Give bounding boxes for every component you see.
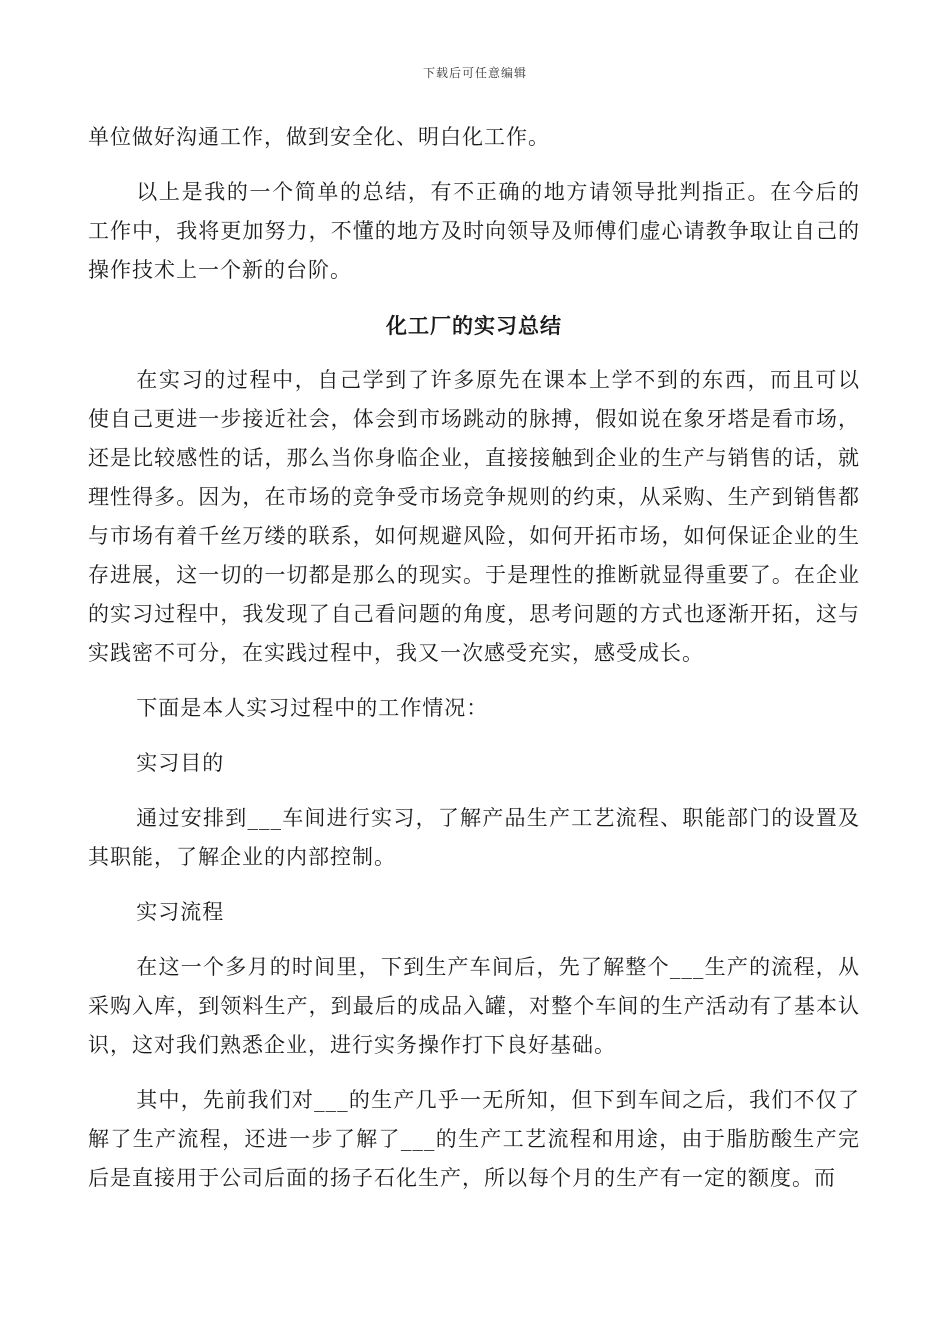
section-title: 化工厂的实习总结: [386, 313, 562, 338]
paragraph-4: 下面是本人实习过程中的工作情况：: [136, 696, 489, 720]
page-header: 下载后可任意编辑: [422, 66, 527, 80]
document-body: [88, 118, 860, 1214]
paragraph-1: 单位做好沟通工作，做到安全化、明白化工作。: [88, 125, 550, 149]
paragraph-2: 以上是我的一个简单的总结，有不正确的地方请领导批判指正。在今后的工作中，我将更加努力，不懂的地方及时向领导及师傅们虚心请教争取让自己的操作技术上一个新的台阶。: [88, 180, 860, 282]
subheading-process: 实习流程: [136, 900, 225, 924]
subheading-purpose: 实习目的: [136, 751, 225, 775]
paragraph-6: 在这一个多月的时间里，下到生产车间后，先了解整个___生产的流程，从采购入库，到领料生产，到最后的成品入罐，对整个车间的生产活动有了基本认识，这对我们熟悉企业，进行实务操作打下良好基础。: [88, 955, 860, 1057]
paragraph-3: 在实习的过程中，自己学到了许多原先在课本上学不到的东西，而且可以使自己更进一步接近社会，体会到市场跳动的脉搏，假如说在象牙塔是看市场，还是比较感性的话，那么当你身临企业，直接接触到企业的生产与销售的话，就理性得多。因为，在市场的竞争受市场竞争规则的约束，从采购、生产到销售都与市场有着千丝万缕的联系，如何规避风险，如何开拓市场，如何保证企业的生存进展，这一切的一切都是那么的现实。于是理性的推断就显得重要了。在企业的实习过程中，我发现了自己看问题的角度，思考问题的方式也逐渐开拓，这与实践密不可分，在实践过程中，我又一次感受充实，感受成长。: [88, 368, 860, 665]
paragraph-5: 通过安排到___车间进行实习，了解产品生产工艺流程、职能部门的设置及其职能，了解企业的内部控制。: [88, 806, 860, 869]
paragraph-7: 其中，先前我们对___的生产几乎一无所知，但下到车间之后，我们不仅了解了生产流程，还进一步了解了___的生产工艺流程和用途，由于脂肪酸生产完后是直接用于公司后面的扬子石化生产，所以每个月的生产有一定的额度。而: [88, 1088, 860, 1190]
